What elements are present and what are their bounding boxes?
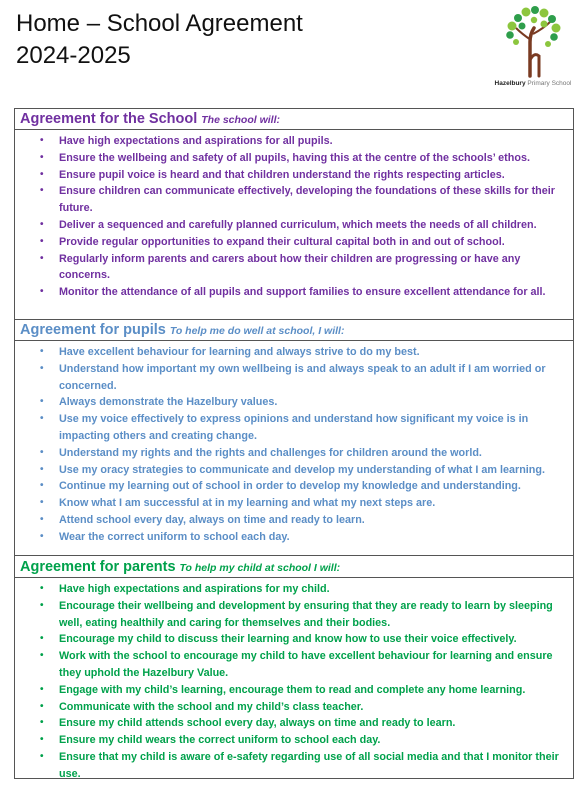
- school-section: [15, 109, 573, 320]
- list-item: • Ensure pupil voice is heard and that children understand the rights respecting articles.: [40, 168, 505, 181]
- list-item: • Understand how important my own wellbeing is and always speak to an adult if I am worried or concerned.: [40, 362, 546, 392]
- parents-list: [15, 581, 573, 783]
- list-item: • Use my voice effectively to express opinions and understand how significant my voice is in impacting others and creating change.: [40, 413, 529, 442]
- list-item: • Engage with my child’s learning, encourage them to read and complete any home learning.: [40, 683, 526, 696]
- list-item: • Ensure my child attends school every day, always on time and ready to learn.: [40, 717, 456, 730]
- pupils-heading: Agreement for pupils: [20, 322, 166, 338]
- list-item: • Use my oracy strategies to communicate and develop my understanding of what I am learning.: [40, 463, 545, 476]
- document-title: [16, 8, 303, 72]
- list-item: • Deliver a sequenced and carefully planned curriculum, which meets the needs of all children.: [40, 218, 537, 231]
- logo-caption: Hazelbury Primary School: [494, 80, 572, 87]
- list-item: • Ensure the wellbeing and safety of all pupils, having this at the centre of the schools’ ethos.: [40, 151, 530, 164]
- list-item: • Continue my learning out of school in order to develop my knowledge and understanding.: [40, 480, 521, 493]
- list-item: • Have high expectations and aspirations for all pupils.: [40, 135, 333, 147]
- parents-section-header: [15, 557, 573, 578]
- agreement-table: [14, 108, 574, 779]
- list-item: • Work with the school to encourage my child to have excellent behaviour for learning and ensure they uphold the Hazelbury Value.: [40, 650, 553, 679]
- list-item: • Communicate with the school and my child’s class teacher.: [40, 700, 364, 713]
- tree-logo-icon: [488, 4, 578, 80]
- title-line-2: 2024-2025: [16, 42, 131, 69]
- pupils-section-header: [15, 320, 573, 341]
- list-item: • Attend school every day, always on time and ready to learn.: [40, 513, 365, 526]
- list-item: • Regularly inform parents and carers about how their children are progressing or have any concerns.: [40, 252, 521, 282]
- list-item: • Provide regular opportunities to expand their cultural capital both in and out of school.: [40, 235, 505, 248]
- list-item: • Ensure that my child is aware of e-safety regarding use of all social media and that I monitor their use.: [40, 750, 559, 780]
- list-item: • Ensure my child wears the correct uniform to school each day.: [40, 734, 381, 747]
- title-line-1: Home – School Agreement: [16, 10, 303, 37]
- pupils-section: [15, 320, 573, 556]
- parents-section: [15, 556, 573, 778]
- list-item: • Always demonstrate the Hazelbury values.: [40, 396, 278, 409]
- school-subheading: The school will:: [201, 114, 281, 126]
- list-item: • Know what I am successful at in my learning and what my next steps are.: [40, 497, 436, 510]
- school-section-header: [15, 109, 573, 130]
- list-item: • Have high expectations and aspirations for my child.: [40, 583, 330, 595]
- parents-subheading: To help my child at school I will:: [179, 562, 341, 574]
- list-item: • Ensure children can communicate effectively, developing the foundations of these skills for their future.: [40, 185, 555, 215]
- list-item: • Monitor the attendance of all pupils and support families to ensure excellent attendance for all.: [40, 286, 546, 299]
- list-item: • Encourage my child to discuss their learning and know how to use their voice effectively.: [40, 633, 517, 646]
- list-item: • Wear the correct uniform to school each day.: [40, 530, 290, 543]
- school-logo: [488, 4, 578, 94]
- school-heading: Agreement for the School: [20, 111, 198, 127]
- pupils-list: [15, 344, 573, 546]
- school-list: [15, 133, 573, 301]
- pupils-subheading: To help me do well at school, I will:: [169, 325, 345, 337]
- list-item: • Understand my rights and the rights and challenges for children around the world.: [40, 446, 482, 459]
- list-item: • Encourage their wellbeing and development by ensuring that they are ready to learn by sleeping well, eating healthily and caring for themselves and their bodies.: [40, 599, 553, 629]
- parents-heading: Agreement for parents: [20, 559, 176, 575]
- list-item: • Have excellent behaviour for learning and always strive to do my best.: [40, 346, 420, 358]
